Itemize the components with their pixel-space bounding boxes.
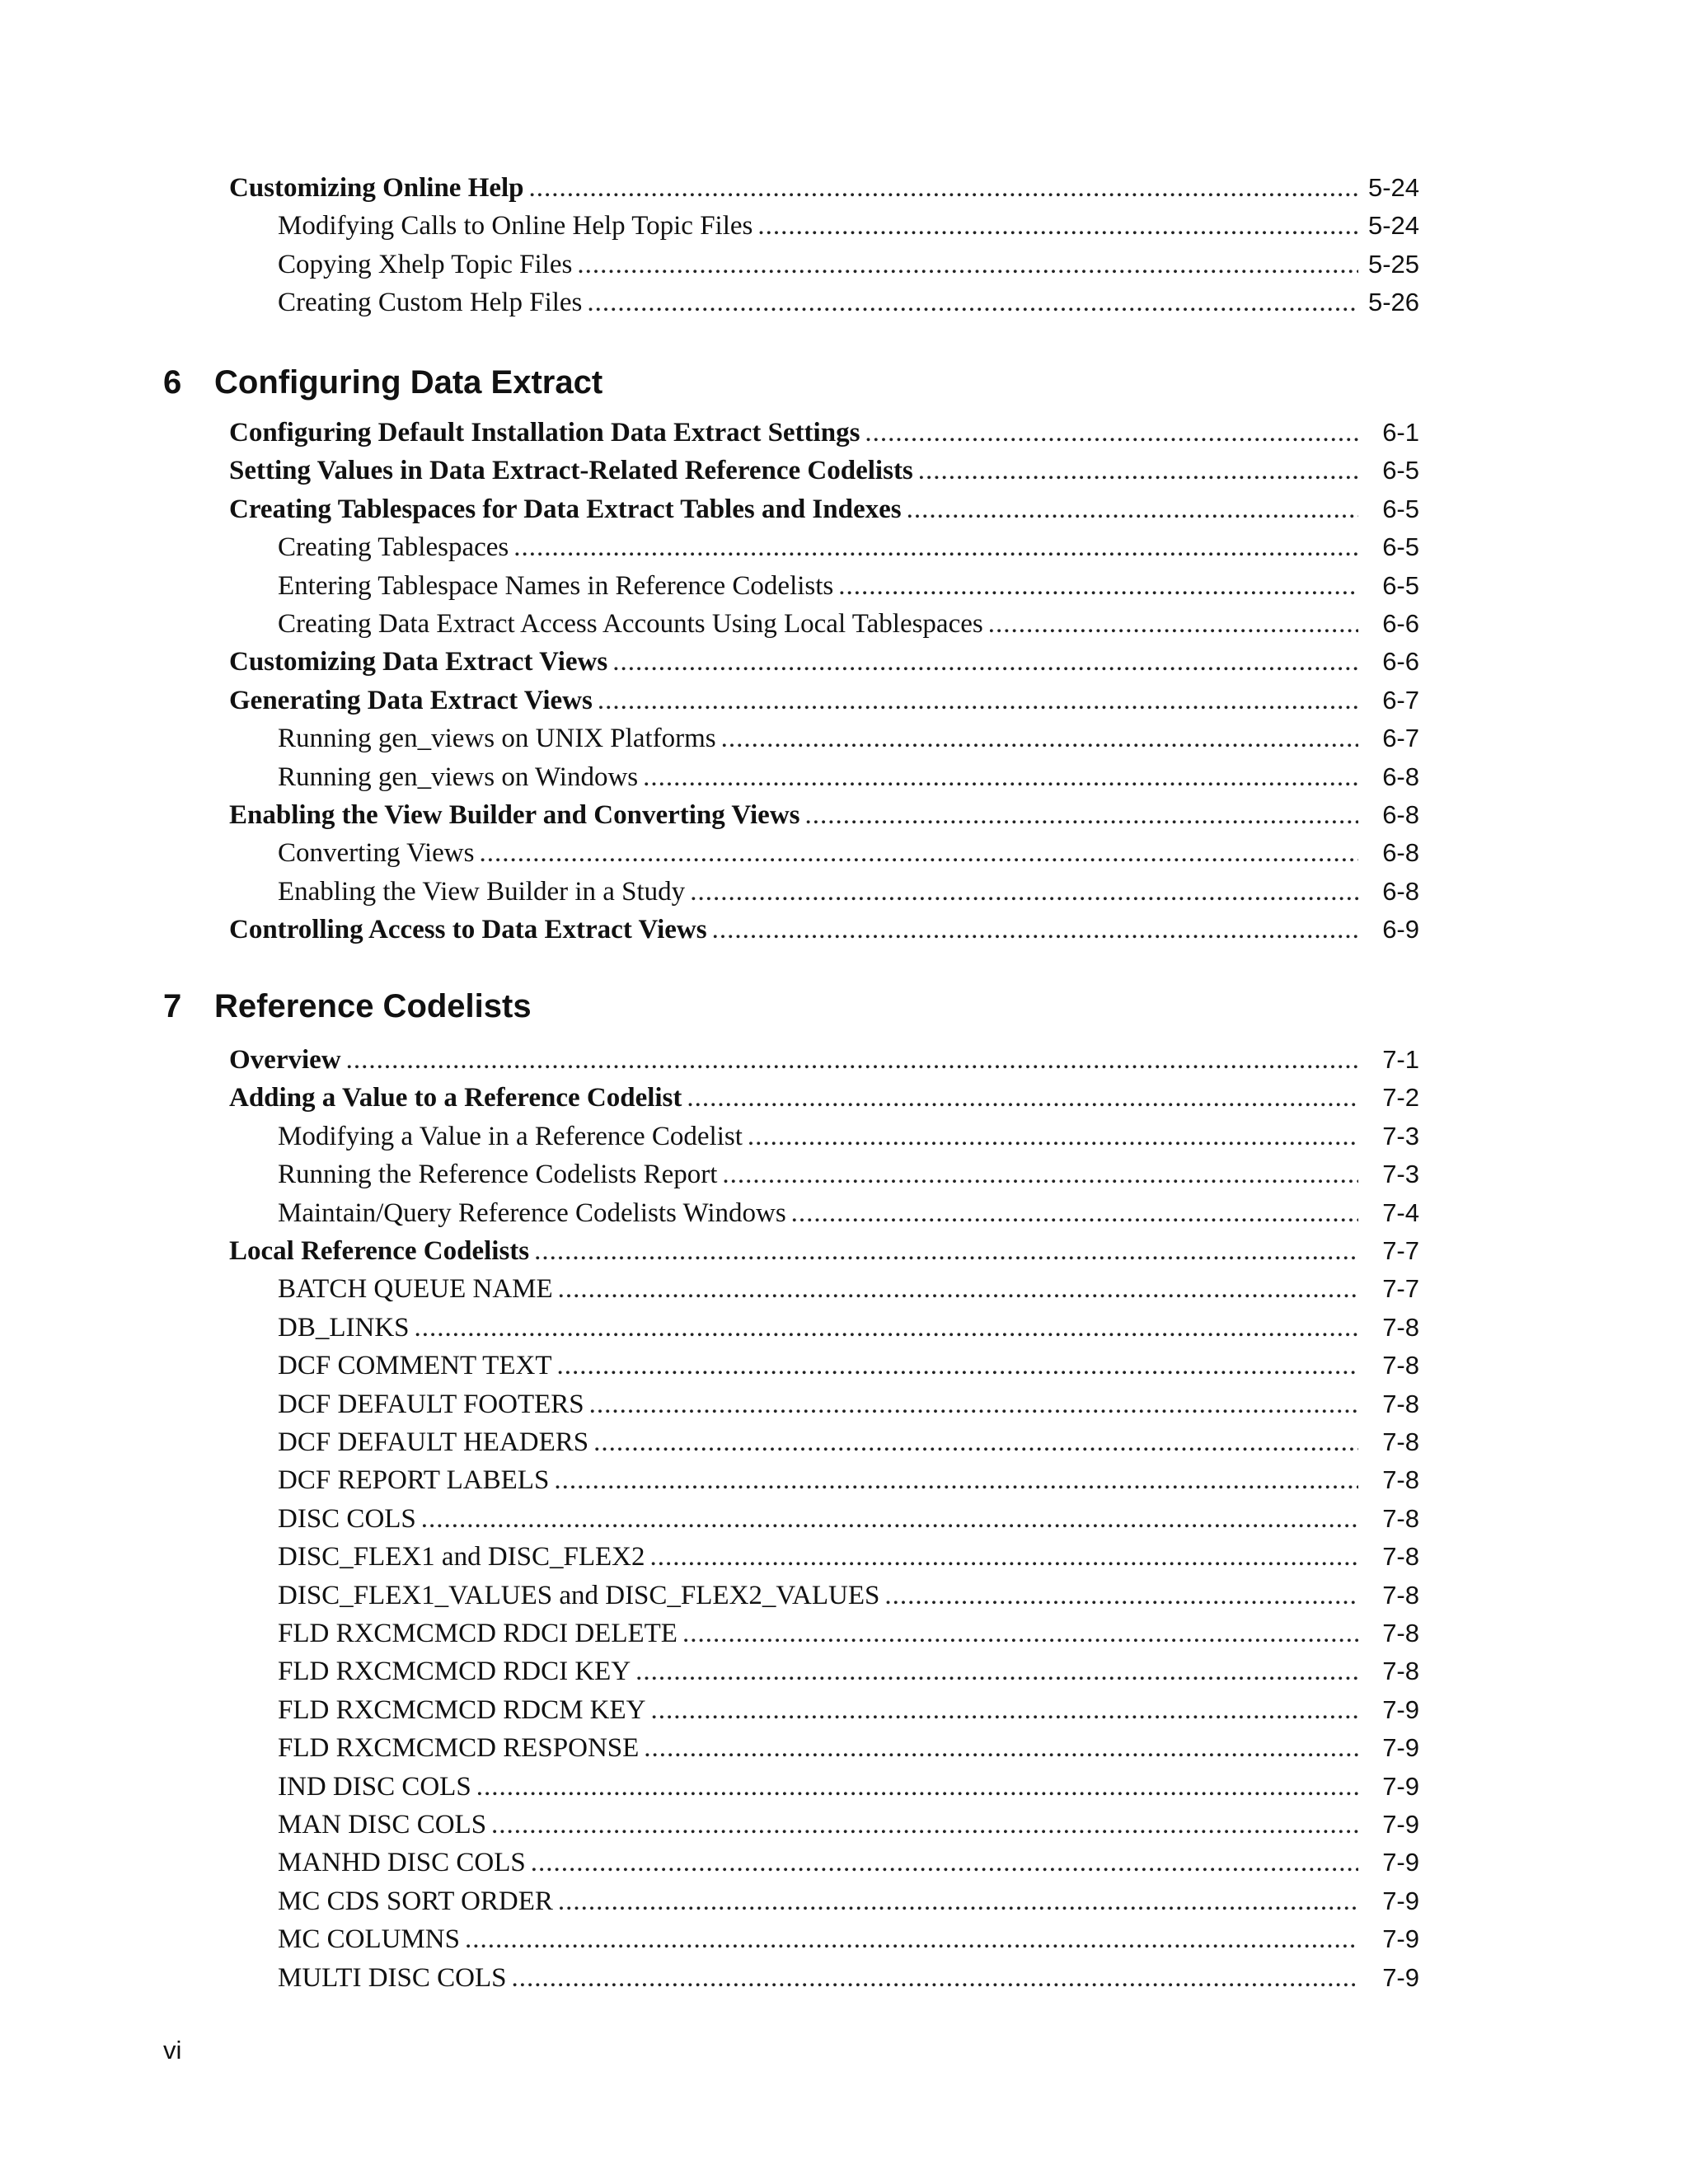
dot-leader	[491, 1808, 1358, 1841]
toc-entry[interactable]	[278, 1120, 1419, 1153]
dot-leader	[643, 761, 1358, 794]
toc-entry-page: 6-7	[1382, 685, 1419, 715]
dot-leader	[415, 1311, 1358, 1344]
toc-entry[interactable]	[278, 1540, 1419, 1573]
toc-entry-title: IND DISC COLS	[278, 1771, 471, 1802]
toc-entry[interactable]	[278, 1464, 1419, 1497]
dot-leader	[651, 1694, 1359, 1727]
toc-entry-page: 7-3	[1382, 1121, 1419, 1151]
toc-entry-page: 6-7	[1382, 724, 1419, 753]
toc-entry-page: 7-8	[1382, 1580, 1419, 1610]
toc-entry-title: Modifying a Value in a Reference Codelist	[278, 1121, 743, 1151]
toc-entry-page: 6-5	[1382, 456, 1419, 485]
toc-entry-page: 6-8	[1382, 838, 1419, 868]
toc-entry[interactable]	[278, 1349, 1419, 1382]
toc-entry[interactable]	[229, 645, 1419, 678]
dot-leader	[577, 248, 1358, 281]
toc-entry[interactable]	[278, 1579, 1419, 1612]
toc-entry-page: 6-5	[1382, 532, 1419, 562]
toc-entry-page: 7-2	[1382, 1083, 1419, 1113]
toc-entry[interactable]	[229, 684, 1419, 717]
dot-leader	[805, 799, 1358, 832]
toc-entry[interactable]	[278, 1732, 1419, 1765]
toc-entry-page: 7-9	[1382, 1924, 1419, 1954]
chapter-title: Configuring Data Extract	[214, 364, 603, 401]
toc-entry[interactable]	[229, 1043, 1419, 1076]
chapter-7-heading[interactable]	[163, 987, 532, 1026]
toc-entry[interactable]	[278, 1502, 1419, 1535]
toc-entry[interactable]	[278, 209, 1419, 242]
toc-entry-page: 7-4	[1382, 1197, 1419, 1227]
dot-leader	[556, 1349, 1358, 1382]
toc-entry[interactable]	[278, 1655, 1419, 1688]
chapter-number: 7	[163, 988, 182, 1024]
dot-leader	[907, 493, 1358, 526]
chapter-number: 6	[163, 364, 182, 401]
dot-leader	[529, 171, 1358, 204]
dot-leader	[558, 1272, 1358, 1305]
toc-entry[interactable]	[278, 1885, 1419, 1918]
toc-entry[interactable]	[278, 1770, 1419, 1803]
toc-entry[interactable]	[229, 1081, 1419, 1114]
toc-entry-title: MANHD DISC COLS	[278, 1848, 526, 1878]
toc-entry-page: 6-8	[1382, 762, 1419, 791]
toc-entry[interactable]	[278, 1846, 1419, 1879]
toc-entry-page: 5-26	[1367, 288, 1419, 317]
dot-leader	[838, 569, 1358, 602]
toc-entry[interactable]	[278, 531, 1419, 564]
toc-entry-page: 7-8	[1382, 1542, 1419, 1572]
toc-entry-page: 6-6	[1382, 609, 1419, 638]
toc-entry[interactable]	[229, 1235, 1419, 1268]
dot-leader	[682, 1617, 1358, 1650]
toc-entry-page: 7-7	[1382, 1236, 1419, 1265]
toc-entry[interactable]	[278, 1158, 1419, 1191]
toc-entry-page: 5-24	[1367, 173, 1419, 202]
dot-leader	[757, 209, 1358, 242]
toc-entry[interactable]	[278, 1694, 1419, 1727]
toc-entry-title: Running the Reference Codelists Report	[278, 1160, 718, 1190]
toc-entry[interactable]	[229, 416, 1419, 449]
dot-leader	[644, 1732, 1358, 1765]
toc-entry[interactable]	[278, 248, 1419, 281]
toc-entry-page: 7-8	[1382, 1657, 1419, 1686]
toc-entry[interactable]	[278, 722, 1419, 755]
dot-leader	[650, 1540, 1358, 1573]
dot-leader	[479, 837, 1358, 869]
dot-leader	[865, 416, 1358, 449]
toc-entry-page: 7-9	[1382, 1848, 1419, 1877]
dot-leader	[513, 531, 1358, 564]
toc-entry-page: 7-3	[1382, 1160, 1419, 1189]
toc-entry-page: 7-9	[1382, 1962, 1419, 1992]
toc-entry-page: 7-8	[1382, 1503, 1419, 1533]
toc-entry-title: Running gen_views on UNIX Platforms	[278, 724, 716, 754]
toc-entry-title: DISC_FLEX1 and DISC_FLEX2	[278, 1542, 645, 1572]
toc-entry-title: MAN DISC COLS	[278, 1810, 487, 1840]
toc-entry-title: DCF COMMENT TEXT	[278, 1351, 552, 1381]
toc-entry[interactable]	[278, 607, 1419, 640]
toc-entry-title: Enabling the View Builder and Converting Views	[229, 800, 800, 830]
dot-leader	[791, 1197, 1358, 1230]
dot-leader	[465, 1923, 1358, 1956]
toc-entry-title: BATCH QUEUE NAME	[278, 1274, 553, 1305]
toc-entry-page: 6-9	[1382, 915, 1419, 944]
toc-entry[interactable]	[229, 454, 1419, 487]
toc-entry-title: FLD RXCMCMCD RDCM KEY	[278, 1694, 646, 1725]
toc-entry[interactable]	[278, 1197, 1419, 1230]
toc-entry-title: Entering Tablespace Names in Reference Codelists	[278, 570, 834, 601]
toc-entry-page: 6-5	[1382, 494, 1419, 523]
dot-leader	[612, 645, 1358, 678]
toc-entry[interactable]	[278, 569, 1419, 602]
toc-entry[interactable]	[229, 171, 1419, 204]
toc-entry-title: Creating Tablespaces	[278, 532, 509, 563]
toc-entry-title: Creating Data Extract Access Accounts Using Local Tablespaces	[278, 609, 983, 639]
toc-entry[interactable]	[278, 1923, 1419, 1956]
dot-leader	[712, 913, 1358, 946]
toc-entry[interactable]	[229, 493, 1419, 526]
toc-entry-title: FLD RXCMCMCD RESPONSE	[278, 1733, 640, 1764]
toc-entry-page: 6-6	[1382, 647, 1419, 677]
toc-entry-page: 7-8	[1382, 1312, 1419, 1342]
toc-entry[interactable]	[278, 761, 1419, 794]
toc-entry-page: 7-1	[1382, 1045, 1419, 1074]
toc-entry-title: Enabling the View Builder in a Study	[278, 876, 686, 907]
toc-entry-title: Customizing Data Extract Views	[229, 647, 608, 677]
toc-entry-title: MULTI DISC COLS	[278, 1962, 507, 1993]
toc-entry-page: 7-9	[1382, 1771, 1419, 1801]
toc-entry-page: 7-7	[1382, 1274, 1419, 1304]
toc-entry-title: DB_LINKS	[278, 1312, 410, 1343]
toc-entry-page: 7-8	[1382, 1351, 1419, 1380]
toc-entry-title: DISC COLS	[278, 1503, 416, 1534]
toc-entry-title: DISC_FLEX1_VALUES and DISC_FLEX2_VALUES	[278, 1580, 880, 1610]
chapter-6-heading[interactable]	[163, 363, 603, 402]
dot-leader	[531, 1846, 1358, 1879]
toc-entry-title: Creating Tablespaces for Data Extract Tables and Indexes	[229, 494, 902, 524]
toc-entry-page: 7-9	[1382, 1733, 1419, 1763]
toc-entry[interactable]	[278, 1426, 1419, 1459]
toc-entry-title: Configuring Default Installation Data Extract Settings	[229, 418, 860, 448]
toc-entry[interactable]	[278, 1272, 1419, 1305]
toc-entry-page: 5-25	[1367, 249, 1419, 279]
toc-entry[interactable]	[229, 913, 1419, 946]
toc-entry-title: DCF DEFAULT HEADERS	[278, 1427, 589, 1457]
toc-entry-page: 7-9	[1382, 1810, 1419, 1839]
dot-leader	[558, 1885, 1358, 1918]
toc-entry-page: 6-1	[1382, 418, 1419, 447]
toc-entry-title: Creating Custom Help Files	[278, 288, 583, 318]
toc-entry-page: 7-9	[1382, 1886, 1419, 1915]
dot-leader	[593, 1426, 1358, 1459]
toc-entry-title: Setting Values in Data Extract-Related Reference Codelists	[229, 456, 913, 486]
dot-leader	[589, 1388, 1358, 1421]
dot-leader	[884, 1579, 1358, 1612]
toc-entry-page: 7-8	[1382, 1465, 1419, 1495]
toc-entry-title: MC CDS SORT ORDER	[278, 1886, 553, 1916]
toc-entry-title: Adding a Value to a Reference Codelist	[229, 1083, 682, 1113]
toc-entry-title: Running gen_views on Windows	[278, 762, 639, 792]
toc-entry-title: Customizing Online Help	[229, 173, 524, 203]
dot-leader	[988, 607, 1358, 640]
toc-entry-title: Generating Data Extract Views	[229, 685, 593, 715]
toc-entry-page: 5-24	[1367, 211, 1419, 241]
toc-entry-title: Controlling Access to Data Extract Views	[229, 915, 707, 945]
toc-entry[interactable]	[278, 837, 1419, 869]
dot-leader	[721, 722, 1358, 755]
dot-leader	[687, 1081, 1358, 1114]
toc-entry-page: 7-9	[1382, 1694, 1419, 1724]
dot-leader	[512, 1961, 1359, 1994]
dot-leader	[690, 875, 1358, 908]
toc-entry-title: MC COLUMNS	[278, 1924, 460, 1955]
dot-leader	[722, 1158, 1358, 1191]
dot-leader	[346, 1043, 1358, 1076]
toc-entry[interactable]	[278, 875, 1419, 908]
toc-entry[interactable]	[278, 1388, 1419, 1421]
toc-entry[interactable]	[278, 1961, 1419, 1994]
toc-entry-title: DCF DEFAULT FOOTERS	[278, 1389, 584, 1419]
toc-entry[interactable]	[278, 1617, 1419, 1650]
toc-entry-title: Local Reference Codelists	[229, 1236, 530, 1266]
toc-entry[interactable]	[278, 286, 1419, 319]
toc-entry-title: Copying Xhelp Topic Files	[278, 249, 573, 279]
toc-entry-page: 6-5	[1382, 570, 1419, 600]
dot-leader	[554, 1464, 1358, 1497]
toc-entry[interactable]	[229, 799, 1419, 832]
toc-entry-title: Maintain/Query Reference Codelists Windows	[278, 1197, 786, 1228]
toc-entry-title: FLD RXCMCMCD RDCI DELETE	[278, 1619, 678, 1648]
toc-entry-page: 6-8	[1382, 876, 1419, 906]
toc-entry-page: 7-8	[1382, 1619, 1419, 1647]
dot-leader	[534, 1235, 1358, 1268]
toc-entry-title: Modifying Calls to Online Help Topic Files	[278, 211, 753, 241]
toc-entry[interactable]	[278, 1311, 1419, 1344]
dot-leader	[587, 286, 1358, 319]
dot-leader	[635, 1655, 1358, 1688]
toc-entry-page: 7-8	[1382, 1427, 1419, 1456]
toc-entry-title: Overview	[229, 1045, 341, 1075]
dot-leader	[748, 1120, 1358, 1153]
toc-entry-title: FLD RXCMCMCD RDCI KEY	[278, 1657, 631, 1687]
toc-entry-title: DCF REPORT LABELS	[278, 1465, 550, 1496]
dot-leader	[421, 1502, 1358, 1535]
toc-entry[interactable]	[278, 1808, 1419, 1841]
dot-leader	[598, 684, 1358, 717]
toc-entry-page: 6-8	[1382, 800, 1419, 829]
dot-leader	[918, 454, 1358, 487]
footer-page-number: vi	[163, 2036, 182, 2064]
toc-entry-page: 7-8	[1382, 1389, 1419, 1418]
dot-leader	[476, 1770, 1358, 1803]
chapter-title: Reference Codelists	[214, 988, 532, 1024]
toc-entry-title: Converting Views	[278, 838, 475, 869]
